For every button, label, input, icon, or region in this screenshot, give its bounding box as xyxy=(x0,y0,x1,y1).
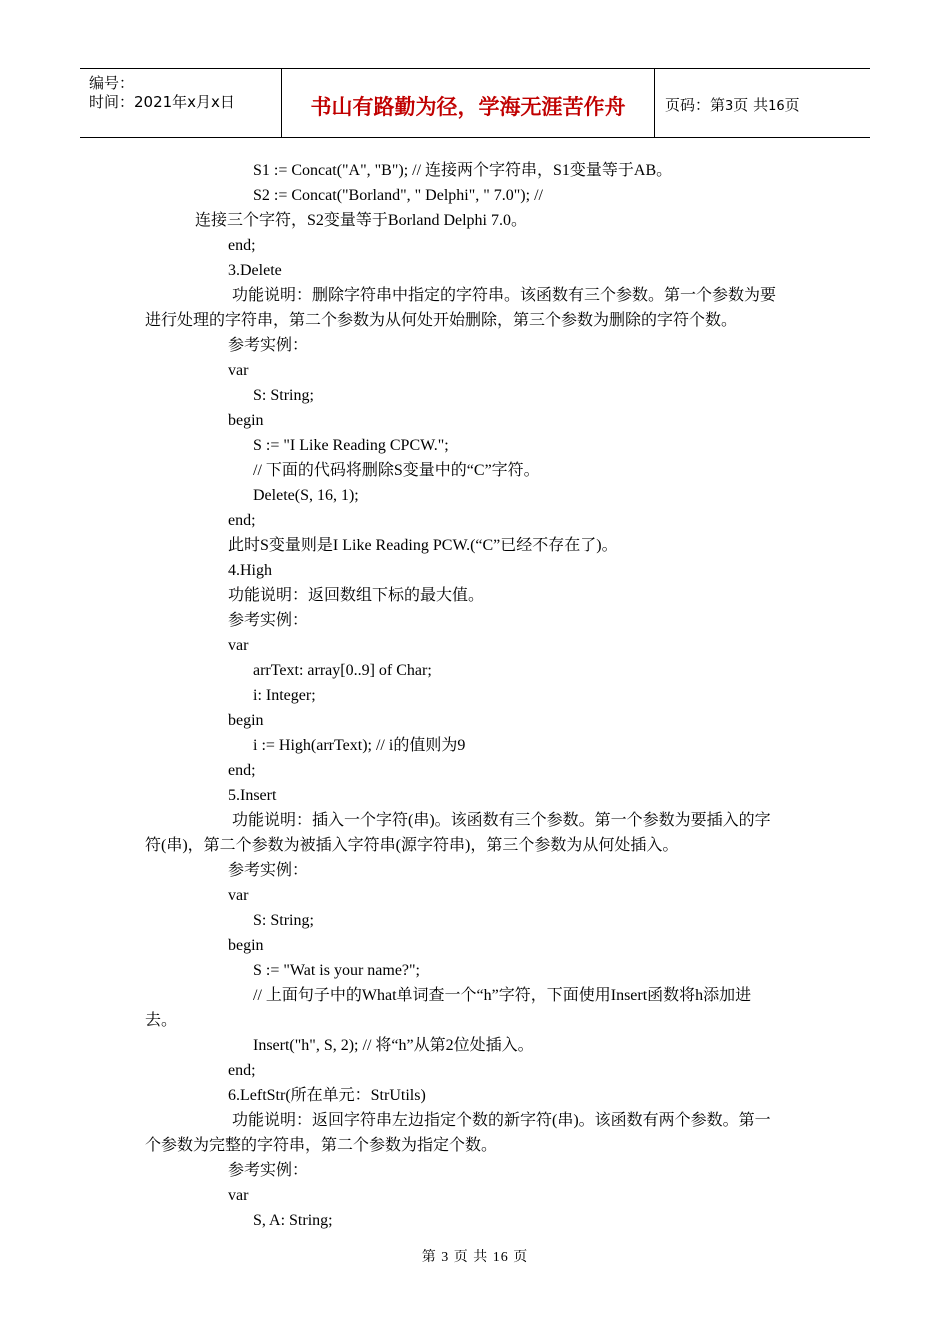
text-line: 功能说明：插入一个字符(串)。该函数有三个参数。第一个参数为要插入的字 xyxy=(232,812,771,829)
code-line: i := High(arrText); // i的值则为9 xyxy=(253,737,466,754)
code-line: var xyxy=(228,362,249,379)
date-label: 时间：2021年x月x日 xyxy=(89,93,235,111)
code-line: var xyxy=(228,637,249,654)
code-line: end; xyxy=(228,237,256,254)
page-label: 页码：第 xyxy=(665,96,726,114)
code-line: S := "I Like Reading CPCW."; xyxy=(253,437,449,454)
text-line: 连接三个字符，S2变量等于Borland Delphi 7.0。 xyxy=(195,212,527,229)
code-line: // 上面句子中的What单词查一个“h”字符，下面使用Insert函数将h添加进 xyxy=(253,987,752,1004)
text-line: 功能说明：返回字符串左边指定个数的新字符(串)。该函数有两个参数。第一 xyxy=(232,1112,771,1129)
text-line: 进行处理的字符串，第二个参数为从何处开始删除，第三个参数为删除的字符个数。 xyxy=(145,312,738,329)
code-line: i: Integer; xyxy=(253,687,316,704)
code-line: S1 := Concat("A", "B"); // 连接两个字符串，S1变量等于AB。 xyxy=(253,162,673,179)
text-line: 符(串)，第二个参数为被插入字符串(源字符串)，第三个参数为从何处插入。 xyxy=(145,837,679,854)
code-line: S := "Wat is your name?"; xyxy=(253,962,420,979)
section-heading: 6.LeftStr(所在单元：StrUtils) xyxy=(228,1087,426,1104)
code-line: end; xyxy=(228,512,256,529)
page-footer: 第 3 页 共 16 页 xyxy=(421,1250,529,1265)
motto-text: 书山有路勤为径，学海无涯苦作舟 xyxy=(310,95,626,119)
header-info-cell xyxy=(80,69,282,137)
code-line: begin xyxy=(228,712,264,729)
code-line: var xyxy=(228,1187,249,1204)
section-heading: 4.High xyxy=(228,562,272,579)
text-line: 功能说明：删除字符串中指定的字符串。该函数有三个参数。第一个参数为要 xyxy=(232,287,777,304)
section-heading: 5.Insert xyxy=(228,787,277,804)
code-line: begin xyxy=(228,412,264,429)
serial-number-label: 编号： xyxy=(89,74,135,92)
section-heading: 3.Delete xyxy=(228,262,282,279)
page-indicator xyxy=(665,94,800,115)
code-line: 去。 xyxy=(145,1012,178,1029)
code-line: // 下面的代码将删除S变量中的“C”字符。 xyxy=(253,462,540,479)
code-line: S: String; xyxy=(253,387,314,404)
page-end: 页 xyxy=(784,96,800,114)
page-mid: 页 共 xyxy=(733,96,769,114)
code-line: end; xyxy=(228,1062,256,1079)
text-line: 参考实例： xyxy=(228,337,309,354)
code-line: arrText: array[0..9] of Char; xyxy=(253,662,432,679)
text-line: 参考实例： xyxy=(228,1162,309,1179)
code-line: S, A: String; xyxy=(253,1212,333,1229)
code-line: S2 := Concat("Borland", " Delphi", " 7.0"); // xyxy=(253,187,543,204)
code-line: S: String; xyxy=(253,912,314,929)
text-line: 参考实例： xyxy=(228,862,309,879)
text-line: 功能说明：返回数组下标的最大值。 xyxy=(228,587,485,604)
page-total: 16 xyxy=(768,99,785,114)
text-line: 参考实例： xyxy=(228,612,309,629)
code-line: Insert("h", S, 2); // 将“h”从第2位处插入。 xyxy=(253,1037,534,1054)
text-line: 此时S变量则是I Like Reading PCW.(“C”已经不存在了)。 xyxy=(228,537,618,554)
page-header xyxy=(80,68,870,138)
code-line: begin xyxy=(228,937,264,954)
page-number: 3 xyxy=(725,99,734,114)
header-page-cell xyxy=(655,69,870,137)
code-line: Delete(S, 16, 1); xyxy=(253,487,359,504)
header-motto-cell xyxy=(282,69,655,137)
text-line: 个参数为完整的字符串，第二个参数为指定个数。 xyxy=(145,1137,498,1154)
code-line: var xyxy=(228,887,249,904)
code-line: end; xyxy=(228,762,256,779)
